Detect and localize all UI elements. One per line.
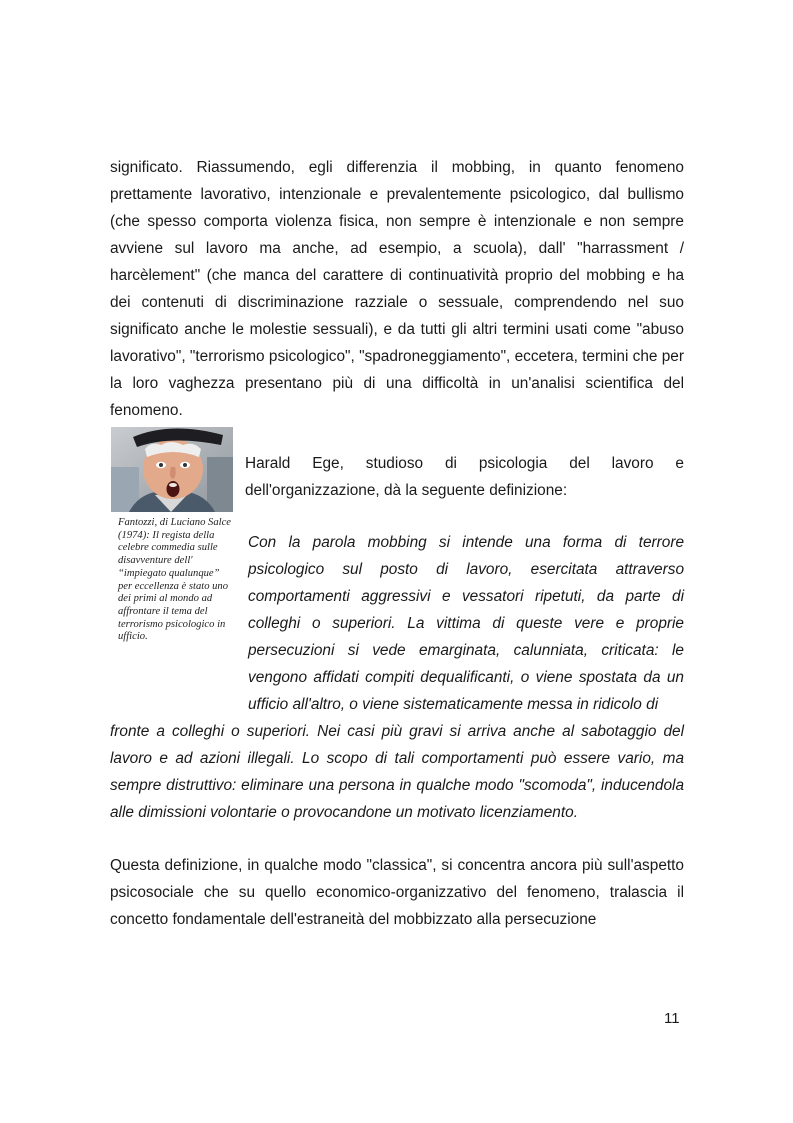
fantozzi-photo xyxy=(111,427,233,512)
definition-quote-continued: fronte a colleghi o superiori. Nei casi più gravi si arriva anche al sabotaggio del lavoro e ad azioni illegali. Lo scopo di tali comportamenti può essere vario, ma sempre distruttivo: eliminare una persona in qualche modo "scomoda", inducendola alle dimissioni volontarie o provocandone un motivato licenziamento. xyxy=(110,723,684,821)
paragraph-classic-definition: Questa definizione, in qualche modo "classica", si concentra ancora più sull'aspetto psicosociale che su quello economico-organizzativo del fenomeno, tralascia il concetto fondamentale dell'estraneità del mobbizzato alla persecuzione xyxy=(110,857,684,928)
page-number: 11 xyxy=(664,1010,680,1027)
photo-caption: Fantozzi, di Luciano Salce (1974): Il regista della celebre commedia sulle disavventure dell' “impiegato qualunque” per eccellenza è stato uno dei primi al mondo ad affrontare il tema del terrorismo psicologico in ufficio. xyxy=(118,517,231,643)
definition-intro: Harald Ege, studioso di psicologia del lavoro e dell'organizzazione, dà la seguente definizione: xyxy=(245,455,684,499)
definition-quote: Con la parola mobbing si intende una forma di terrore psicologico sul posto di lavoro, esercitata attraverso comportamenti aggressivi e vessatori ripetuti, da parte di colleghi o superiori. La vittima di queste vere e proprie persecuzioni si vede emarginata, calunniata, criticata: le vengono affidati compiti dequalificanti, o viene spostata da un ufficio all'altro, o viene sistematicamente messa in ridicolo di xyxy=(248,534,684,713)
paragraph-mobbing-differences: significato. Riassumendo, egli differenzia il mobbing, in quanto fenomeno prettamente lavorativo, intenzionale e prevalentemente psicologico, dal bullismo (che spesso comporta violenza fisica, non sempre è intenzionale e non sempre avviene sul lavoro ma anche, ad esempio, a scuola), dall' "harrassment / harcèlement" (che manca del carattere di continuatività proprio del mobbing e ha dei contenuti di discriminazione razziale o sessuale, comprendendo nel suo significato anche le molestie sessuali), e da tutti gli altri termini usati come "abuso lavorativo", "terrorismo psicologico", "spadroneggiamento", eccetera, termini che per la loro vaghezza presentano più di una difficoltà in un'analisi scientifica del fenomeno. xyxy=(110,159,684,419)
